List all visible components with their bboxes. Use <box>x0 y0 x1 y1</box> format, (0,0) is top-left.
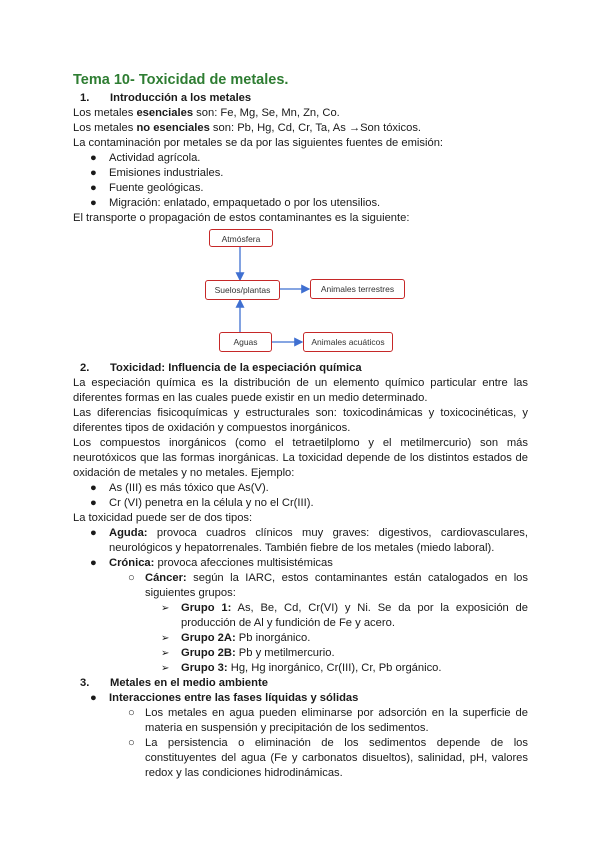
list-item-aguda: ● Aguda: provoca cuadros clínicos muy graves: digestivos, cardiovasculares, neurológicos y hepatorrenales. También fiebre de los metales (miedo laboral). <box>90 527 528 554</box>
section-3-heading: 3. Metales en el medio ambiente <box>80 677 268 689</box>
list-item: ● Migración: enlatado, empaquetado o por los utensilios. <box>90 197 381 209</box>
page-title: Tema 10- Toxicidad de metales. <box>73 72 289 88</box>
list-item: ● Actividad agrícola. <box>90 152 201 164</box>
list-item: ○ Los metales en agua pueden eliminarse por adsorción en la superficie de materia en suspensión y precipitación de los sedimentos. <box>128 707 528 734</box>
node-suelos-plantas: Suelos/plantas <box>205 280 280 300</box>
node-atmosfera: Atmósfera <box>209 229 273 247</box>
list-item-group: ➢ Grupo 2B: Pb y metilmercurio. <box>161 647 335 659</box>
diagram-arrows <box>73 229 528 357</box>
node-animales-acuaticos: Animales acuáticos <box>303 332 393 352</box>
oxidation-examples-list <box>73 481 528 511</box>
toxicity-types-list <box>73 526 528 676</box>
emission-sources-list <box>73 151 528 211</box>
toxicity-types-intro: La toxicidad puede ser de dos tipos: <box>73 512 253 524</box>
list-item-cancer: ○ Cáncer: según la IARC, estos contaminantes están catalogados en los siguientes grupos: ➢ Grupo 1: As, Be, Cd, Cr(VI) y Ni. Se da por la exposición de producción de Al y fundición de Fe y acero. ➢ Grupo 2A: Pb inorgánico. ➢ Grupo 2B: Pb y metilmercurio. ➢ Grupo 3: Hg, Hg inorgánico, Cr(III), Cr, Pb orgánico. <box>73 571 528 676</box>
section-2-heading: 2. Toxicidad: Influencia de la especiación química <box>80 362 362 374</box>
node-animales-terrestres: Animales terrestres <box>310 279 405 299</box>
transport-diagram <box>73 229 528 357</box>
list-item: ● Fuente geológicas. <box>90 182 204 194</box>
list-item-group: ➢ Grupo 2A: Pb inorgánico. <box>161 632 311 644</box>
list-item-group: ➢ Grupo 3: Hg, Hg inorgánico, Cr(III), Cr, Pb orgánico. <box>161 662 442 674</box>
list-item: ● Cr (VI) penetra en la célula y no el Cr(III). <box>90 497 314 509</box>
list-item: ● Emisiones industriales. <box>90 167 224 179</box>
compounds-paragraph: Los compuestos inorgánicos (como el tetraetilplomo y el metilmercurio) son más neurotóxicos que las formas inorgánicas. La toxicidad depende de los distintos estados de oxidación de metales y no metales. Ejemplo: <box>73 437 528 479</box>
list-item-cronica: ● Crónica: provoca afecciones multisistémicas ○ Cáncer: según la IARC, estos contaminantes están catalogados en los siguientes grupos: ➢ Grupo 1: As, Be, Cd, Cr(VI) y Ni. Se da por la exposición de producción de Al y fundición de Fe y acero. ➢ Grupo 2A: Pb inorgánico. ➢ Grupo 2B: Pb y metilmercurio. ➢ Grupo 3: Hg, Hg inorgánico, Cr(III), Cr, Pb orgánico. <box>73 556 528 676</box>
list-item: ○ La persistencia o eliminación de los sedimentos depende de los constituyentes del agua (Fe y carbonatos disueltos), salinidad, pH, valores redox y las condiciones hidrodinámicas. <box>128 737 528 779</box>
document-page <box>73 71 528 781</box>
contamination-intro: La contaminación por metales se da por las siguientes fuentes de emisión: <box>73 137 444 149</box>
transport-intro: El transporte o propagación de estos contaminantes es la siguiente: <box>73 212 410 224</box>
list-item-interactions: ● Interacciones entre las fases líquidas y sólidas ○ Los metales en agua pueden eliminarse por adsorción en la superficie de materia en suspensión y precipitación de los sedimentos. ○ La persistencia o eliminación de los sedimentos depende de los constituyentes del agua (Fe y carbonatos disueltos), salinidad, pH, valores redox y las condiciones hidrodinámicas. <box>73 691 528 781</box>
essential-metals-line: Los metales esenciales son: Fe, Mg, Se, Mn, Zn, Co. <box>73 107 340 119</box>
list-item-group: ➢ Grupo 1: As, Be, Cd, Cr(VI) y Ni. Se da por la exposición de producción de Al y fundición de Fe y acero. <box>161 602 528 629</box>
section-1-heading: 1. Introducción a los metales <box>80 92 252 104</box>
list-item: ● As (III) es más tóxico que As(V). <box>90 482 269 494</box>
differences-paragraph: Las diferencias fisicoquímicas y estructurales son: toxicodinámicas y toxicocinéticas, y diferentes tipos de oxidación y compuestos inorgánicos. <box>73 407 528 434</box>
speciation-paragraph: La especiación química es la distribución de un elemento químico particular entre las diferentes formas en las cuales puede existir en un medio determinado. <box>73 377 528 404</box>
section-3-list <box>73 691 528 781</box>
non-essential-metals-line: Los metales no esenciales son: Pb, Hg, Cd, Cr, Ta, As →Son tóxicos. <box>73 122 422 134</box>
node-aguas: Aguas <box>219 332 272 352</box>
